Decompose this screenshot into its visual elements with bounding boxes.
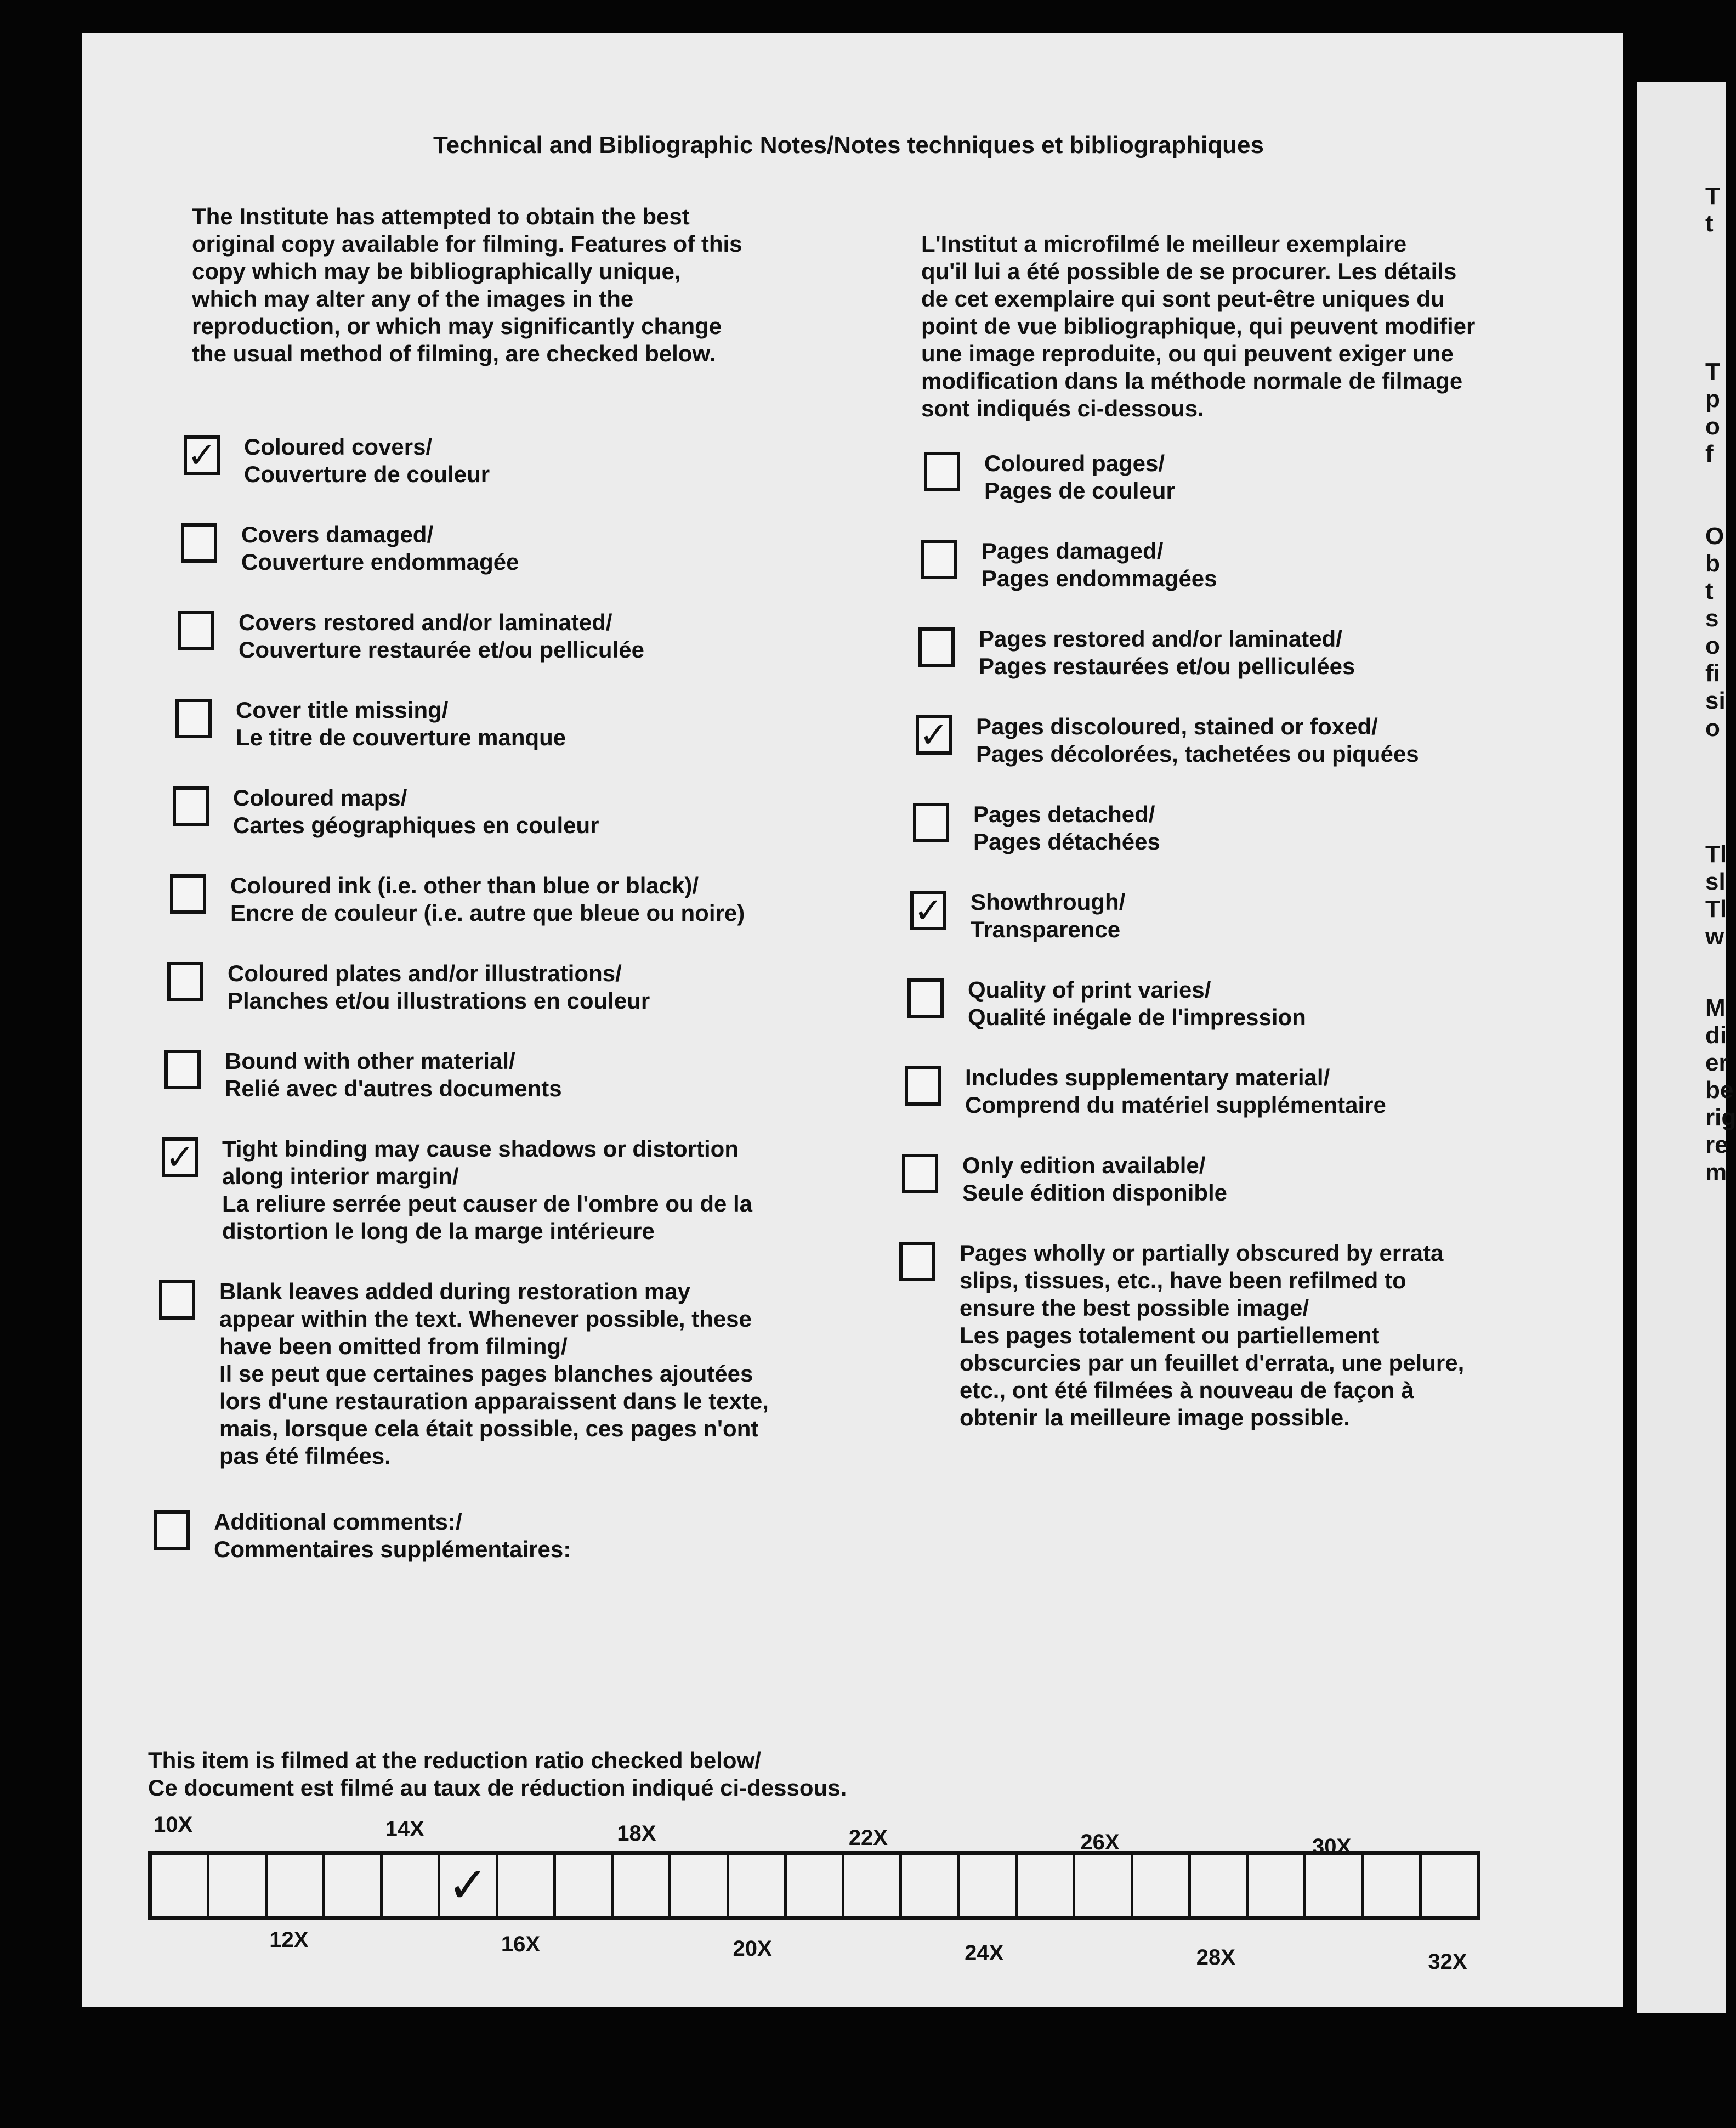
- checklist-label: [228, 960, 650, 1015]
- text-line: Coloured plates and/or illustrations/: [228, 960, 622, 986]
- ratio-cell: [902, 1855, 960, 1916]
- empty-box-icon: [181, 523, 217, 563]
- checklist-label: [222, 1135, 752, 1245]
- edge-text: b: [1705, 550, 1720, 577]
- ratio-cell: [1306, 1855, 1364, 1916]
- intro-french: [921, 230, 1475, 422]
- text-line: Pages détachées: [973, 829, 1160, 854]
- checklist-item: [162, 1135, 752, 1245]
- text-line: obscurcies par un feuillet d'errata, une pelure,: [960, 1350, 1465, 1376]
- edge-text: be: [1705, 1077, 1734, 1103]
- ratio-cell: [1133, 1855, 1191, 1916]
- text-line: Pages damaged/: [982, 538, 1164, 564]
- edge-text: o: [1705, 632, 1720, 659]
- checklist-item: [184, 433, 490, 488]
- edge-text: si: [1705, 687, 1726, 714]
- text-line: lors d'une restauration apparaissent dans le texte,: [219, 1388, 769, 1414]
- checklist-item: [181, 521, 519, 576]
- checked-box-icon: ✓: [910, 891, 946, 930]
- checked-box-icon: ✓: [162, 1137, 198, 1177]
- empty-box-icon: [921, 540, 957, 579]
- checklist-item: [154, 1508, 571, 1563]
- empty-box-icon: [167, 962, 203, 1001]
- checked-box-icon: ✓: [184, 435, 220, 475]
- checklist-item: [924, 450, 1175, 505]
- checklist-label: [968, 976, 1306, 1031]
- ratio-cell: [556, 1855, 614, 1916]
- checklist-item: [913, 801, 1160, 856]
- empty-box-icon: [913, 803, 949, 842]
- checklist-item: [164, 1048, 562, 1102]
- text-line: Comprend du matériel supplémentaire: [965, 1092, 1386, 1118]
- checklist-label: [971, 888, 1125, 943]
- checklist-item: [918, 625, 1355, 680]
- checklist-label: [973, 801, 1160, 856]
- ratio-label-bottom: 20X: [733, 1937, 772, 1961]
- text-line: Quality of print varies/: [968, 977, 1211, 1003]
- ratio-cell-checked: ✓: [440, 1855, 498, 1916]
- text-line: Pages wholly or partially obscured by errata: [960, 1240, 1444, 1266]
- text-line: L'Institut a microfilmé le meilleur exemplaire: [921, 231, 1407, 257]
- text-line: Tight binding may cause shadows or distortion: [222, 1136, 739, 1162]
- ratio-cell: [729, 1855, 787, 1916]
- text-line: Only edition available/: [962, 1152, 1206, 1178]
- text-line: de cet exemplaire qui sont peut-être uniques du: [921, 286, 1445, 312]
- text-line: which may alter any of the images in the: [192, 286, 634, 312]
- ratio-cell: [671, 1855, 729, 1916]
- text-line: Pages de couleur: [984, 478, 1175, 503]
- reduction-ratio-text: [148, 1747, 847, 1802]
- text-line: Pages restored and/or laminated/: [979, 626, 1342, 652]
- checklist-label: [984, 450, 1175, 505]
- edge-text: er: [1705, 1049, 1728, 1076]
- checklist-item: [159, 1278, 769, 1470]
- ratio-label-bottom: 28X: [1196, 1945, 1235, 1969]
- checklist-label: [239, 609, 644, 664]
- checklist-label: [241, 521, 519, 576]
- empty-box-icon: [907, 978, 944, 1018]
- checklist-label: [236, 697, 566, 751]
- checklist-label: [214, 1508, 571, 1563]
- text-line: Cover title missing/: [236, 697, 449, 723]
- checklist-item: [167, 960, 650, 1015]
- checklist-label: [225, 1048, 562, 1102]
- empty-box-icon: [918, 627, 955, 667]
- edge-text: t: [1705, 578, 1714, 604]
- text-line: original copy available for filming. Features of this: [192, 231, 742, 257]
- ratio-label-top: 14X: [385, 1817, 424, 1841]
- edge-text: O: [1705, 523, 1724, 550]
- edge-text: T: [1705, 183, 1720, 210]
- reduction-ratio-grid: [148, 1851, 1480, 1920]
- checklist-label: [982, 537, 1217, 592]
- page-title: Technical and Bibliographic Notes/Notes techniques et bibliographiques: [433, 132, 1264, 159]
- text-line: Pages discoloured, stained or foxed/: [976, 714, 1378, 739]
- ratio-cell: [209, 1855, 267, 1916]
- text-line: Pages décolorées, tachetées ou piquées: [976, 741, 1419, 767]
- text-line: Additional comments:/: [214, 1509, 462, 1535]
- ratio-label-top: 10X: [154, 1813, 193, 1837]
- text-line: Showthrough/: [971, 889, 1126, 915]
- next-page-edge: [1637, 82, 1736, 2013]
- text-line: Coloured ink (i.e. other than blue or black)/: [230, 873, 699, 898]
- text-line: Bound with other material/: [225, 1048, 515, 1074]
- text-line: This item is filmed at the reduction ratio checked below/: [148, 1747, 761, 1773]
- text-line: Pages restaurées et/ou pelliculées: [979, 653, 1355, 679]
- ratio-label-top: 18X: [617, 1821, 656, 1846]
- ratio-cell: [325, 1855, 383, 1916]
- checklist-item: [175, 697, 566, 751]
- empty-box-icon: [173, 786, 209, 826]
- empty-box-icon: [170, 874, 206, 914]
- edge-text: o: [1705, 413, 1720, 440]
- empty-box-icon: [899, 1242, 935, 1281]
- empty-box-icon: [902, 1154, 938, 1193]
- edge-text: w: [1705, 923, 1724, 950]
- edge-text: t: [1705, 210, 1714, 237]
- text-line: Coloured covers/: [244, 434, 433, 460]
- checklist-label: [965, 1064, 1386, 1119]
- edge-text: re: [1705, 1131, 1728, 1158]
- text-line: obtenir la meilleure image possible.: [960, 1405, 1350, 1430]
- ratio-cell: [152, 1855, 209, 1916]
- text-line: modification dans la méthode normale de filmage: [921, 368, 1463, 394]
- text-line: Transparence: [971, 916, 1121, 942]
- text-line: Ce document est filmé au taux de réduction indiqué ci-dessous.: [148, 1775, 847, 1801]
- edge-text: T: [1705, 358, 1720, 385]
- text-line: ensure the best possible image/: [960, 1295, 1309, 1321]
- checked-box-icon: ✓: [916, 715, 952, 755]
- text-line: along interior margin/: [222, 1163, 459, 1189]
- ratio-cell: [268, 1855, 325, 1916]
- text-line: Les pages totalement ou partiellement: [960, 1322, 1380, 1348]
- empty-box-icon: [164, 1050, 201, 1089]
- text-line: pas été filmées.: [219, 1443, 391, 1469]
- text-line: appear within the text. Whenever possible, these: [219, 1306, 752, 1332]
- checklist-item: [899, 1240, 1464, 1431]
- empty-box-icon: [175, 699, 212, 738]
- ratio-cell: [1191, 1855, 1249, 1916]
- text-line: Covers restored and/or laminated/: [239, 609, 612, 635]
- text-line: sont indiqués ci-dessous.: [921, 395, 1204, 421]
- text-line: Couverture restaurée et/ou pelliculée: [239, 637, 644, 663]
- checklist-item: [921, 537, 1217, 592]
- checklist-label: [979, 625, 1355, 680]
- text-line: etc., ont été filmées à nouveau de façon à: [960, 1377, 1414, 1403]
- text-line: Coloured pages/: [984, 450, 1165, 476]
- ratio-label-bottom: 24X: [965, 1941, 1004, 1965]
- checklist-label: [230, 872, 745, 927]
- ratio-label-top: 22X: [848, 1826, 888, 1850]
- text-line: the usual method of filming, are checked below.: [192, 341, 716, 366]
- checklist-label: [233, 784, 599, 839]
- text-line: Il se peut que certaines pages blanches ajoutées: [219, 1361, 753, 1386]
- text-line: Le titre de couverture manque: [236, 725, 566, 750]
- edge-text: rig: [1705, 1104, 1736, 1131]
- empty-box-icon: [178, 611, 214, 650]
- text-line: Commentaires supplémentaires:: [214, 1536, 571, 1562]
- ratio-cell: [1018, 1855, 1075, 1916]
- edge-text: Tl: [1705, 841, 1727, 868]
- edge-text: M: [1705, 994, 1726, 1021]
- ratio-cell: [383, 1855, 440, 1916]
- ratio-label-top: 30X: [1312, 1835, 1352, 1859]
- ratio-cell: [1249, 1855, 1306, 1916]
- ratio-cell: [1422, 1855, 1477, 1916]
- edge-text: sl: [1705, 868, 1726, 895]
- edge-text: s: [1705, 605, 1719, 632]
- text-line: point de vue bibliographique, qui peuvent modifier: [921, 313, 1476, 339]
- text-line: Coloured maps/: [233, 785, 407, 811]
- empty-box-icon: [154, 1510, 190, 1550]
- empty-box-icon: [905, 1066, 941, 1106]
- edge-text: o: [1705, 715, 1720, 742]
- ratio-cell: [1075, 1855, 1133, 1916]
- ratio-cell: [498, 1855, 556, 1916]
- text-line: Blank leaves added during restoration may: [219, 1278, 690, 1304]
- ratio-label-bottom: 16X: [501, 1932, 541, 1956]
- checklist-label: [219, 1278, 769, 1470]
- checklist-label: [960, 1240, 1464, 1431]
- document-page: [82, 33, 1623, 2007]
- checklist-item: [905, 1064, 1386, 1119]
- text-line: Seule édition disponible: [962, 1180, 1228, 1206]
- text-line: Pages detached/: [973, 801, 1155, 827]
- text-line: reproduction, or which may significantly change: [192, 313, 722, 339]
- edge-text: di: [1705, 1022, 1727, 1049]
- edge-text: fi: [1705, 660, 1720, 687]
- ratio-label-top: 26X: [1080, 1830, 1120, 1854]
- checklist-label: [244, 433, 490, 488]
- edge-text: p: [1705, 386, 1720, 412]
- text-line: Pages endommagées: [982, 565, 1217, 591]
- intro-english: [192, 203, 742, 367]
- checklist-label: [976, 713, 1419, 768]
- text-line: Planches et/ou illustrations en couleur: [228, 988, 650, 1014]
- text-line: Relié avec d'autres documents: [225, 1076, 562, 1101]
- checklist-item: [173, 784, 599, 839]
- ratio-label-bottom: 32X: [1428, 1950, 1467, 1974]
- checklist-item: [178, 609, 644, 664]
- text-line: slips, tissues, etc., have been refilmed to: [960, 1267, 1406, 1293]
- text-line: Includes supplementary material/: [965, 1065, 1330, 1090]
- checklist-label: [962, 1152, 1227, 1207]
- ratio-cell: [960, 1855, 1018, 1916]
- empty-box-icon: [924, 452, 960, 491]
- text-line: Qualité inégale de l'impression: [968, 1004, 1306, 1030]
- text-line: The Institute has attempted to obtain the best: [192, 203, 690, 229]
- checklist-item: [916, 713, 1419, 768]
- text-line: distortion le long de la marge intérieure: [222, 1218, 655, 1244]
- checklist-item: [170, 872, 745, 927]
- text-line: Encre de couleur (i.e. autre que bleue ou noire): [230, 900, 745, 926]
- edge-text: Tl: [1705, 896, 1727, 922]
- text-line: Couverture endommagée: [241, 549, 519, 575]
- edge-text: f: [1705, 440, 1714, 467]
- text-line: Cartes géographiques en couleur: [233, 812, 599, 838]
- ratio-cell: [844, 1855, 902, 1916]
- text-line: La reliure serrée peut causer de l'ombre ou de la: [222, 1191, 753, 1216]
- text-line: Couverture de couleur: [244, 461, 490, 487]
- checklist-item: [902, 1152, 1227, 1207]
- checklist-item: [910, 888, 1125, 943]
- text-line: have been omitted from filming/: [219, 1333, 568, 1359]
- text-line: Covers damaged/: [241, 522, 434, 547]
- text-line: mais, lorsque cela était possible, ces pages n'ont: [219, 1416, 759, 1441]
- text-line: qu'il lui a été possible de se procurer. Les détails: [921, 258, 1457, 284]
- text-line: copy which may be bibliographically unique,: [192, 258, 681, 284]
- checklist-item: [907, 976, 1306, 1031]
- ratio-label-bottom: 12X: [269, 1928, 309, 1952]
- ratio-cell: [1364, 1855, 1422, 1916]
- edge-text: m: [1705, 1159, 1727, 1186]
- text-line: une image reproduite, ou qui peuvent exiger une: [921, 341, 1454, 366]
- empty-box-icon: [159, 1280, 195, 1320]
- ratio-cell: [787, 1855, 844, 1916]
- ratio-cell: [614, 1855, 671, 1916]
